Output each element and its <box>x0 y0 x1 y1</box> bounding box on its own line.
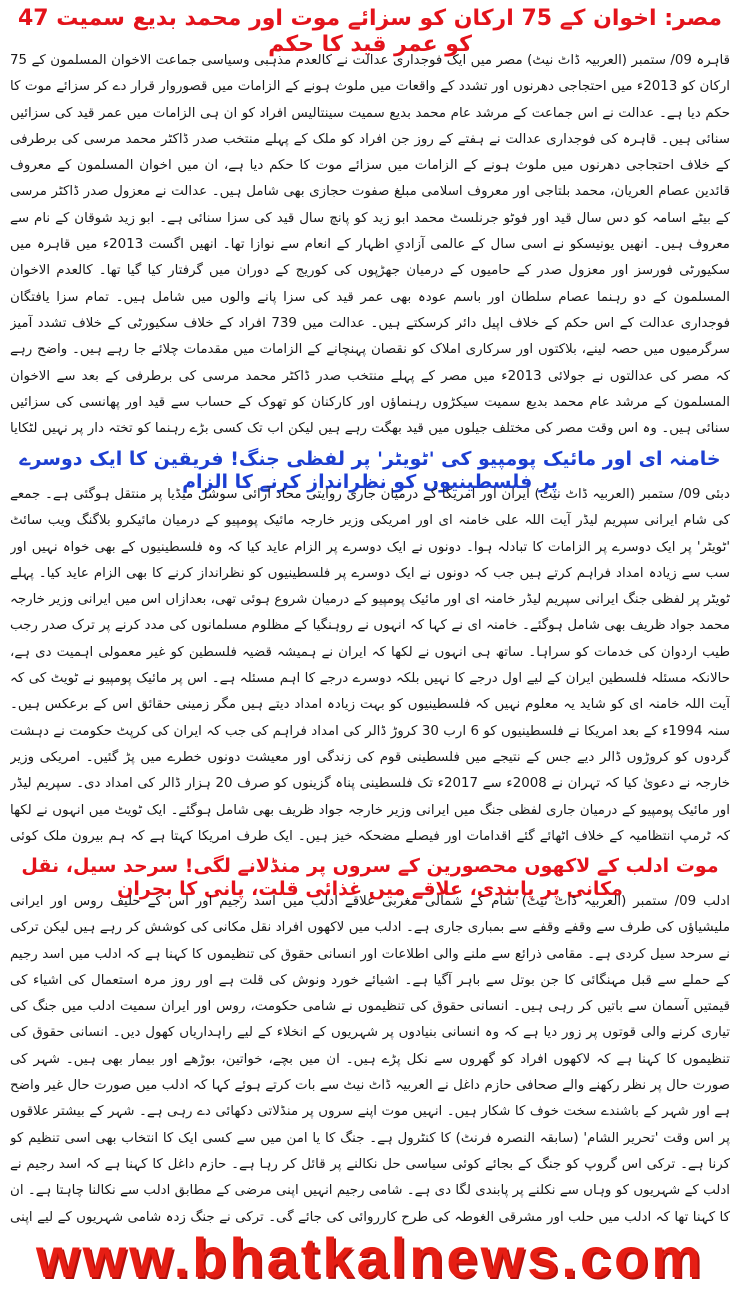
body-khamenei-pompeo: دبئی 09/ ستمبر (العربیہ ڈاٹ نیٹ) ایران اور امریکا کے درمیان جاری روایتی محاذ آرائی سوشل میڈیا پر منتقل ہوگئی ہے۔ جمعے کی شام ایرانی سپریم لیڈر آیت اللہ علی خامنہ ای اور امریکی وزیر خارجہ مائیک پومپیو کے درمیان مائیکرو بلاگنگ ویب سائٹ 'ٹویٹر' پر ایک دوسرے پر الزامات کا تبادلہ ہوا۔ دونوں نے ایک دوسرے پر الزام عاید کیا کہ وہ فلسطینیوں کے بھی خواہ نہیں اور سب سے زیادہ امداد فراہم کرتے ہیں جب کہ دونوں نے ایک دوسرے پر فلسطینیوں کو نظرانداز کرنے کا بھی الزام عاید کیا۔ پہلے ٹویٹر پر لفظی جنگ ایرانی سپریم لیڈر خامنہ ای اور مائیک پومپیو کے درمیان شروع ہوئی تھی، بعدازاں اس میں ایرانی وزیر خارجہ محمد جواد ظریف بھی شامل ہوگئے۔ خامنہ ای نے کہا کہ انہوں نے روہنگیا کے مظلوم مسلمانوں کی مدد کرنے پر ترک صدر رجب طیب اردوان کی خدمات کو سراہا۔ ساتھ ہی انہوں نے لکھا کہ ایران نے ہمیشہ قضیہ فلسطین کو غیر معمولی اہمیت دی ہے، حالانکہ مسئلہ فلسطین ایران کے لیے اول درجے کا نہیں بلکہ دوسرے درجے کا اہم مسئلہ ہے۔ اس پر مائیک پومپیو نے ٹویٹ کی کہ آیت اللہ خامنہ ای کو شاید یہ معلوم نہیں کہ فلسطینیوں کو بہت زیادہ امداد دیتے ہیں مگر زمینی حقائق اس کے برعکس ہیں۔ سنہ 1994ء کے بعد امریکا نے فلسطینیوں کو 6 ارب 30 کروڑ ڈالر کی امداد فراہم کی جب کہ ایران کی کرپٹ حکومت نے دہشت گردوں کو کروڑوں ڈالر دیے جس کے نتیجے میں فلسطینی قوم کی زندگی اور معیشت دونوں خطرے میں پڑ گئیں۔ امریکی وزیر خارجہ نے دعویٰ کیا کہ تہران نے 2008ء سے 2017ء تک فلسطینی پناہ گزینوں کو صرف 20 ہزار ڈالر کی امداد دی۔ سپریم لیڈر اور مائیک پومپیو کے درمیان جاری لفظی جنگ میں ایرانی وزیر خارجہ جواد ظریف بھی شامل ہوگئے۔ ایک ٹویٹ میں انہوں نے لکھا کہ ٹرمپ انتظامیہ کے خلاف اٹھائے گئے اقدامات اور فیصلے مضحکہ خیز ہیں۔ ایک طرف امریکا کہتا ہے کہ ہم بیرون ملک کوئی <box>10 487 730 844</box>
headline-egypt: مصر: اخوان کے 75 ارکان کو سزائے موت اور محمد بدیع سمیت 47 کو عمر قید کا حکم <box>17 6 723 58</box>
site-url-banner[interactable]: www.bhatkalnews.com <box>36 1226 704 1289</box>
article-egypt <box>10 0 730 442</box>
article-khamenei-pompeo <box>10 442 730 849</box>
body-egypt: قاہرہ 09/ ستمبر (العربیہ ڈاٹ نیٹ) مصر میں ایک فوجداری عدالت نے کالعدم مذہبی وسیاسی جماعت الاخوان المسلمون کے 75 ارکان کو 2013ء میں احتجاجی دھرنوں اور تشدد کے واقعات میں ملوث ہونے کے الزامات میں قصوروار قرار دے کر سزائے موت کا حکم دیا ہے۔ عدالت نے اس جماعت کے مرشد عام محمد بدیع سمیت سینتالیس افراد کو ان ہی الزامات میں عمر قید کی سزائیں سنائی ہیں۔ قاہرہ کی فوجداری عدالت نے ہفتے کے روز جن افراد کو ملک کے پہلے منتخب صدر ڈاکٹر محمد مرسی کی برطرفی کے خلاف احتجاجی دھرنوں میں ملوث ہونے کے الزامات میں سزائے موت کا حکم دیا ہے، ان میں اخوان المسلمون کے معروف قائدین عصام العریان، محمد بلتاجی اور معروف اسلامی مبلغ صفوت حجازی بھی شامل ہیں۔ عدالت نے معزول صدر ڈاکٹر مرسی کے بیٹے اسامہ کو دس سال قید اور فوٹو جرنلسٹ محمد ابو زید کو پانچ سال قید کی سزا سنائی ہے۔ ابو زید شوقان کے نام سے معروف ہیں۔ انھیں یونیسکو نے اسی سال کے عالمی آزادیِ اظہار کے انعام سے نوازا تھا۔ انھیں اگست 2013ء میں قاہرہ میں سکیورٹی فورسز اور معزول صدر کے حامیوں کے درمیان جھڑپوں کی کوریج کے دوران میں گرفتار کیا گیا تھا۔ کالعدم الاخوان المسلمون کے دو رہنما عصام سلطان اور باسم عودہ بھی عمر قید کی سزا پانے والوں میں شامل ہیں۔ تمام سزا یافتگان فوجداری عدالت کے اس حکم کے خلاف اپیل دائر کرسکتے ہیں۔ عدالت میں 739 افراد کے خلاف سکیورٹی کے خلاف تشدد آمیز سرگرمیوں میں حصہ لینے، بلاکتوں اور سرکاری املاک کو نقصان پہنچانے کے الزامات میں مقدمات چلائے جا رہے ہیں۔ واضح رہے کہ مصر کی عدالتوں نے جولائی 2013ء میں مصر کے پہلے منتخب صدر ڈاکٹر محمد مرسی کی برطرفی کے بعد سے الاخوان المسلمون کے مرشد عام محمد بدیع سمیت سیکڑوں رہنماؤں اور کارکنان کو تھوک کے حساب سے قید اور پھانسی کی سزائیں سنائی ہیں۔ وہ اس وقت مصر کی مختلف جیلوں میں قید بھگت رہے ہیں لیکن اب تک کسی بڑے رہنما کو تختہ دار پر نہیں لٹکایا <box>10 53 730 437</box>
body-idlib: ادلب 09/ ستمبر (العربیہ ڈاٹ نیٹ) شام کے شمالی مغربی علاقے ادلب میں اسد رجیم اور اس کے حلیف روس اور ایرانی ملیشیاؤں کی طرف سے وقفے وقفے سے بمباری جاری ہے۔ ادلب میں لاکھوں افراد نقل مکانی کی کوشش کر رہے ہیں لیکن ترکی نے سرحد سیل کردی ہے۔ مقامی ذرائع سے ملنے والی اطلاعات اور انسانی حقوق کی تنظیموں کا کہنا ہے کہ ادلب میں اسد رجیم کے حملے سے قبل مہنگائی کا جن بوتل سے باہر آگیا ہے۔ اشیائے خورد ونوش کی قلت ہے اور روز مرہ استعمال کی اشیاء کی قیمتیں آسمان سے باتیں کر رہی ہیں۔ انسانی حقوق کی تنظیموں نے شامی حکومت، روس اور ایران سمیت ادلب میں جنگ کی تیاری کرنے والی قوتوں پر زور دیا ہے کہ وہ انسانی بنیادوں پر شہریوں کے انخلاء کے لیے راہداریاں کھول دیں۔ انسانی حقوق کی تنظیموں کا کہنا ہے کہ لاکھوں افراد کو گھروں سے نکل پڑے ہیں۔ ان میں بچے، خواتین، بوڑھے اور بیمار بھی ہیں۔ شہر کی صورت حال پر نظر رکھنے والے صحافی حازم داغل نے العربیہ ڈاٹ نیٹ سے بات کرتے ہوئے کہا کہ ادلب میں صورت حال غیر واضح ہے اور شہر کے باشندے سخت خوف کا شکار ہیں۔ انہیں موت اپنے سروں پر منڈلاتی دکھائی دے رہی ہے۔ شہر کے بیشتر علاقوں پر اس وقت 'تحریر الشام' (سابقہ النصرہ فرنٹ) کا کنٹرول ہے۔ جنگ کا یا امن میں سے کسی ایک کا انتخاب بھی اسی تنظیم کو کرنا ہے۔ ترکی اس گروپ کو جنگ کے بجائے کوئی سیاسی حل نکالنے پر قائل کر رہا ہے۔ حازم داغل کا کہنا ہے کہ اسد رجیم نے ادلب کے شہریوں کو وہاں سے نکلنے پر پابندی لگا دی ہے۔ شامی رجیم انہیں اپنی مرضی کے مطابق ادلب سے نکالنا چاہتا ہے۔ ان کا کہنا تھا کہ ادلب میں حلب اور مشرقی الغوطہ کی طرح کارروائی کی جائے گی۔ ترکی نے جنگ زدہ شامی شہریوں کے لیے اپنی <box>10 894 730 1225</box>
article-idlib <box>10 849 730 1229</box>
headline-khamenei-pompeo: خامنہ ای اور مائیک پومپیو کی 'ٹویٹر' پر لفظی جنگ! فریقین کا ایک دوسرے پر فلسطینیوں کو نظرانداز کرنے کا الزام <box>19 448 721 493</box>
headline-idlib: موت ادلب کے لاکھوں محصورین کے سروں پر منڈلانے لگی! سرحد سیل، نقل مکانی پر پابندی، علاقے میں غذائی قلت، پانی کا بحران <box>21 855 719 900</box>
